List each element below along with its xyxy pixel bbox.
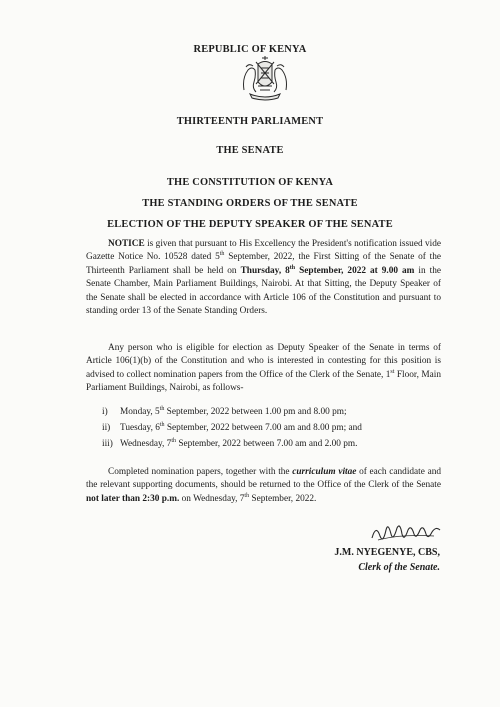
notice-title: ELECTION OF THE DEPUTY SPEAKER OF THE SENATE: [107, 219, 393, 230]
schedule-item-time: September, 2022 between 1.00 pm and 8.00 pm;: [164, 407, 347, 417]
schedule-item-time: September, 2022 between 7.00 am and 2.00 pm.: [176, 439, 358, 449]
schedule-item-number: ii): [102, 423, 111, 433]
coat-of-arms-icon: [234, 54, 296, 102]
eligibility-paragraph: Any person who is eligible for election as Deputy Speaker of the Senate in terms of Article 106(1)(b) of the Constitution and who is interested in contesting for this position is advised to collect nomination papers from the Office of the Clerk of the Senate, 1st Floor, Main Parliament Buildings, Nairobi, as follows-: [86, 343, 441, 394]
nomination-schedule: [102, 404, 442, 452]
closing-paragraph: Completed nomination papers, together with the curriculum vitae of each candidate and the relevant supporting documents, should be returned to the Office of the Clerk of the Senate not later than 2:30 p.m. on Wednesday, 7th September, 2022.: [86, 467, 442, 504]
schedule-item: [102, 404, 442, 420]
standing-orders-heading: THE STANDING ORDERS OF THE SENATE: [142, 198, 358, 209]
notice-paragraph: NOTICE is given that pursuant to His Excellency the President's notification issued vide Gazette Notice No. 10528 dated 5th September, 2022, the First Sitting of the Senate of the Thirteenth Parliament shall be held on Thursday, 8th September, 2022 at 9.00 am in the Senate Chamber, Main Parliament Buildings, Nairobi. At that Sitting, the Deputy Speaker of the Senate shall be elected in accordance with Article 106 of the Constitution and pursuant to standing order 13 of the Senate Standing Orders.: [86, 239, 442, 317]
schedule-item-day: Tuesday, 6: [120, 423, 160, 433]
schedule-item-number: iii): [102, 439, 113, 449]
signatory-title: Clerk of the Senate.: [358, 562, 440, 573]
schedule-item: [102, 436, 442, 452]
schedule-item-time: September, 2022 between 7.00 am and 8.00 pm; and: [164, 423, 362, 433]
schedule-item-day: Wednesday, 7: [120, 439, 172, 449]
handwritten-signature: [370, 520, 442, 546]
schedule-item-number: i): [102, 407, 108, 417]
schedule-item-suffix: th: [171, 437, 176, 444]
constitution-heading: THE CONSTITUTION OF KENYA: [166, 177, 334, 188]
schedule-item: [102, 420, 442, 436]
schedule-item-day: Monday, 5: [120, 407, 160, 417]
schedule-item-suffix: th: [159, 405, 165, 412]
schedule-item-suffix: th: [159, 421, 165, 428]
parliament-heading: THIRTEENTH PARLIAMENT: [176, 116, 324, 127]
republic-heading: REPUBLIC OF KENYA: [193, 44, 307, 55]
senate-heading: THE SENATE: [216, 145, 284, 156]
signatory-name: J.M. NYEGENYE, CBS,: [334, 547, 440, 558]
